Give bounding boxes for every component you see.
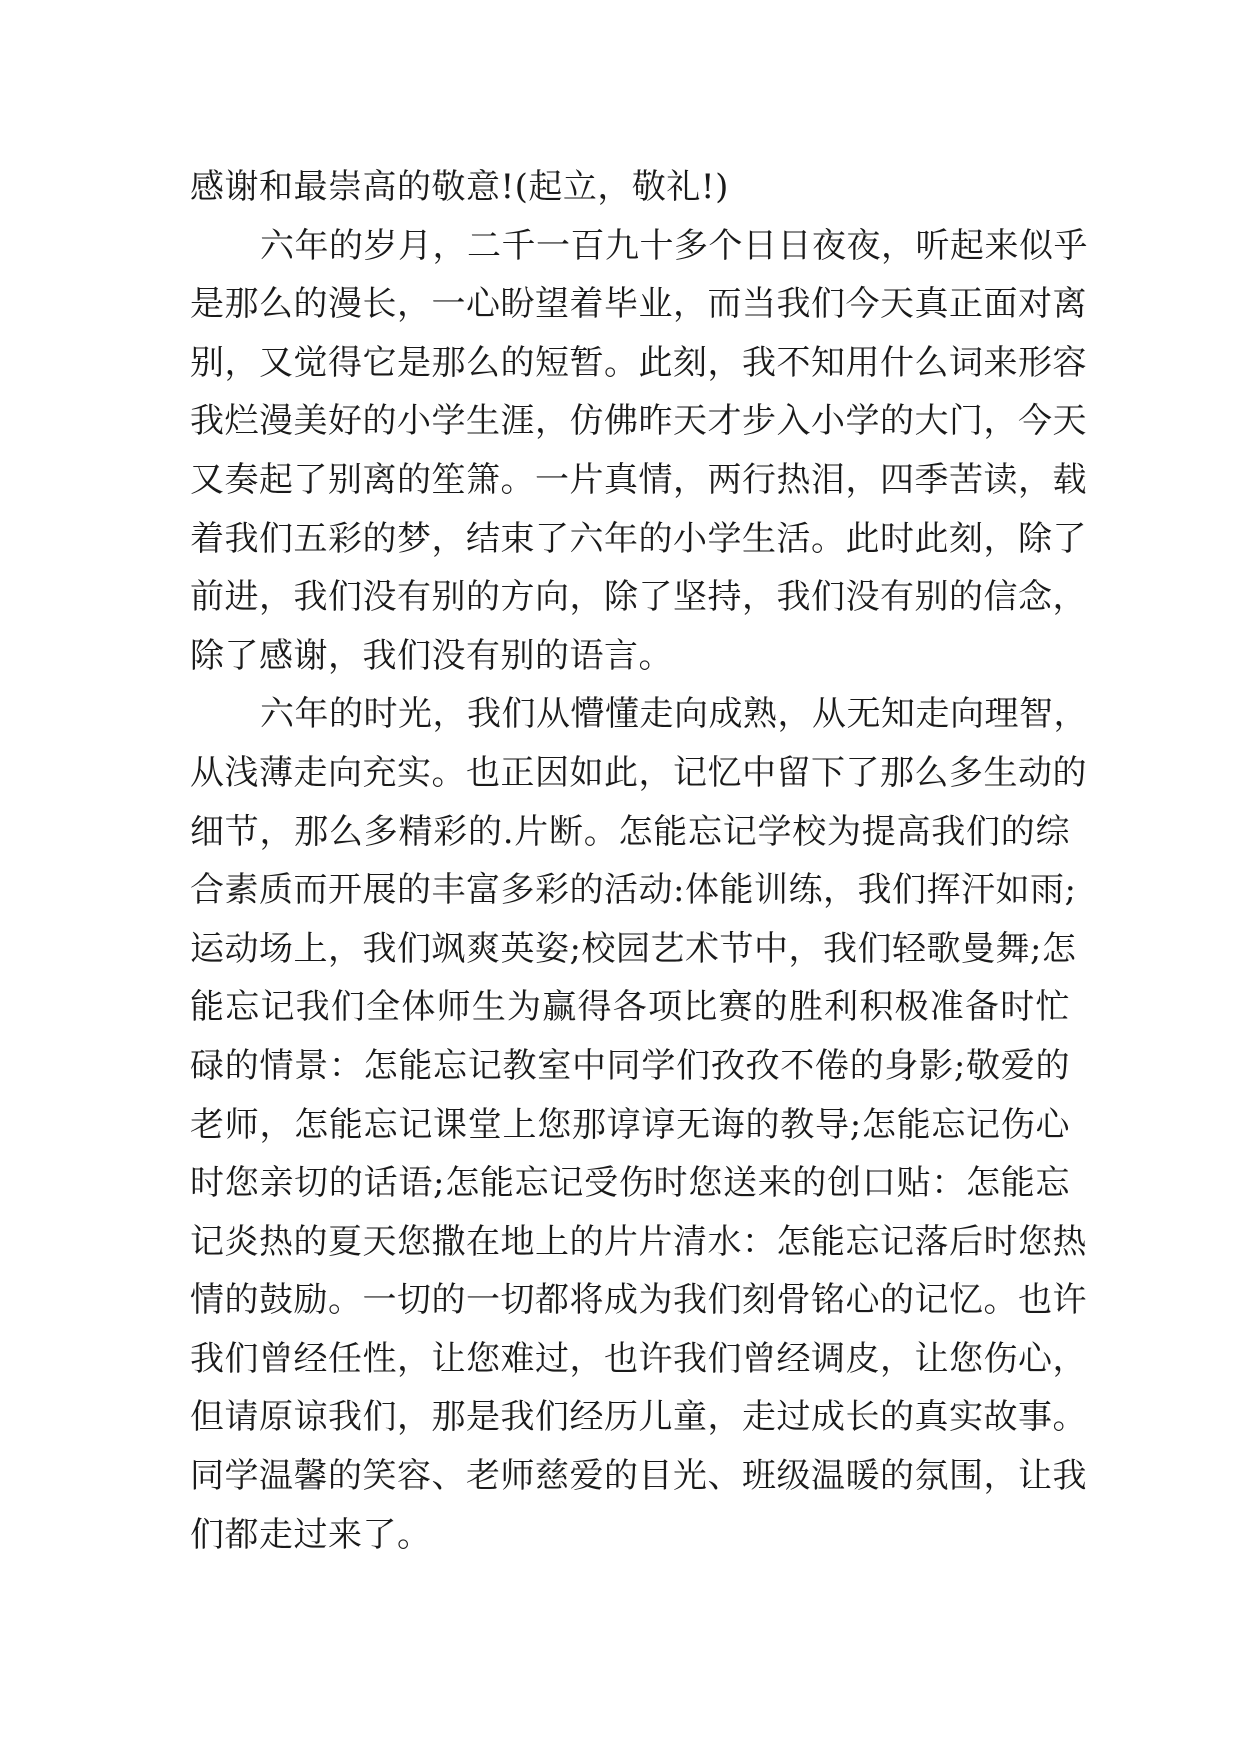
text-line: 老师，怎能忘记课堂上您那谆谆无诲的教导;怎能忘记伤心 (190, 1104, 1070, 1145)
text-line: 又奏起了别离的笙箫。一片真情，两行热泪，四季苦读，载 (190, 459, 1087, 500)
text-line: 们都走过来了。 (190, 1514, 432, 1555)
text-line: 我烂漫美好的小学生涯，仿佛昨天才步入小学的大门，今天 (190, 401, 1087, 442)
text-line: 六年的时光，我们从懵懂走向成熟，从无知走向理智， (260, 694, 1088, 735)
text-line: 碌的情景：怎能忘记教室中同学们孜孜不倦的身影;敬爱的 (190, 1045, 1070, 1086)
text-line: 除了感谢，我们没有别的语言。 (190, 635, 673, 676)
text-line: 感谢和最崇高的敬意!(起立，敬礼!) (190, 167, 729, 207)
text-line: 我们曾经任性，让您难过，也许我们曾经调皮，让您伤心， (190, 1338, 1087, 1379)
text-line: 着我们五彩的梦，结束了六年的小学生活。此时此刻，除了 (190, 518, 1087, 559)
text-line: 情的鼓励。一切的一切都将成为我们刻骨铭心的记忆。也许 (190, 1280, 1087, 1321)
text-line: 能忘记我们全体师生为赢得各项比赛的胜利积极准备时忙 (190, 987, 1070, 1028)
text-line: 从浅薄走向充实。也正因如此，记忆中留下了那么多生动的 (190, 752, 1087, 793)
text-line: 别，又觉得它是那么的短暂。此刻，我不知用什么词来形容 (190, 342, 1087, 383)
body-text (190, 158, 1088, 1564)
text-line: 前进，我们没有别的方向，除了坚持，我们没有别的信念， (190, 577, 1087, 618)
text-line: 运动场上，我们飒爽英姿;校园艺术节中，我们轻歌曼舞;怎 (190, 928, 1077, 969)
text-line: 记炎热的夏天您撒在地上的片片清水：怎能忘记落后时您热 (190, 1221, 1087, 1262)
text-line: 六年的岁月，二千一百九十多个日日夜夜，听起来似乎 (260, 225, 1088, 266)
text-line: 是那么的漫长，一心盼望着毕业，而当我们今天真正面对离 (190, 284, 1087, 325)
text-line: 时您亲切的话语;怎能忘记受伤时您送来的创口贴：怎能忘 (190, 1163, 1070, 1204)
text-line: 同学温馨的笑容、老师慈爱的目光、班级温暖的氛围，让我 (190, 1456, 1087, 1497)
text-line: 但请原谅我们，那是我们经历儿童，走过成长的真实故事。 (190, 1397, 1087, 1438)
text-line: 细节，那么多精彩的.片断。怎能忘记学校为提高我们的综 (190, 811, 1070, 852)
text-line: 合素质而开展的丰富多彩的活动:体能训练，我们挥汗如雨; (190, 870, 1077, 911)
